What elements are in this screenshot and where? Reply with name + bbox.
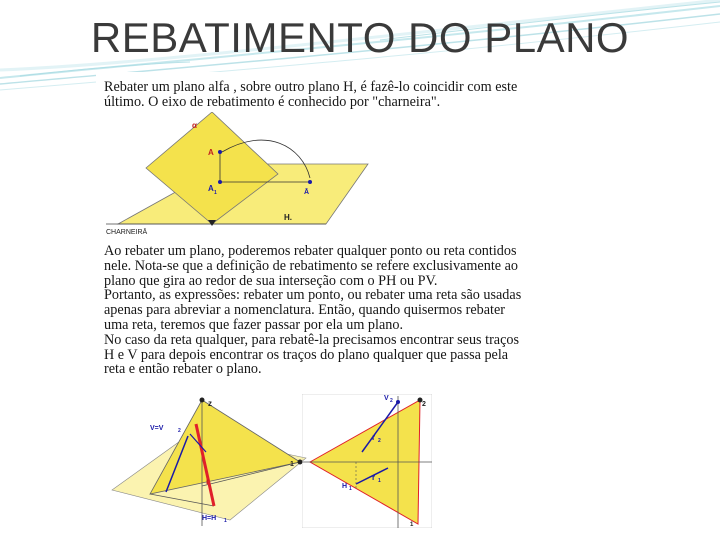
body-line: reta e então rebater o plano. [104,361,262,378]
point-a1-label: A [208,184,214,193]
plane-h-label: H. [284,213,292,222]
point-a-label: A [208,148,214,157]
body-line: Portanto, as expressões: rebater um ponto, ou rebater uma reta são usadas [104,287,522,304]
v2-sub: 2 [390,398,393,404]
rotation-figure [106,112,376,242]
body-line: plano que gira ao redor de sua interseção com o PH ou PV. [104,272,438,289]
body-line: nele. Nota-se que a definição de rebatimento se refere exclusivamente ao [104,257,518,274]
body-line: H e V para depois encontrar os traços do plano qualquer que passa pela [104,346,509,363]
r2-label: r [372,433,376,442]
slide-title: REBATIMENTO DO PLANO [90,14,630,61]
body-line: No caso da reta qualquer, para rebatê-la precisamos encontrar seus traços [104,331,520,348]
body-line: uma reta, teremos que fazer passar por ela um plano. [104,316,403,333]
two-label: 2 [422,401,426,408]
intro-line: Rebater um plano alfa , sobre outro plano H, é fazê-lo coincidir com este [104,79,518,95]
h-trace-sub: 1 [224,518,227,524]
h-trace-label: H=H [202,515,217,522]
body-paragraph [104,244,670,377]
one-label: 1 [290,461,294,468]
z-label: z [208,399,212,408]
r-label: r [206,477,210,486]
charneira-label: CHARNEIRĀ [106,229,148,236]
perspective-figure [110,394,310,528]
h1-label: H [342,483,348,490]
epure-figure [302,394,432,528]
point-a1-sub: 1 [214,190,217,196]
h1-sub: 1 [349,486,352,492]
one-bottom-label: 1 [410,522,414,528]
r2-sub: 2 [378,438,381,444]
v2-label: V [384,395,389,402]
intro-line: último. O eixo de rebatimento é conhecido por "charneira". [104,93,441,110]
body-line: Ao rebater um plano, poderemos rebater qualquer ponto ou reta contidos [104,243,517,259]
v-trace-label: V=V [150,425,164,432]
content-sheet [96,72,680,528]
v-trace-sub: 2 [178,428,181,434]
body-line: apenas para abreviar a nomenclatura. Então, quando quisermos rebater [104,302,506,319]
r1-sub: 1 [378,478,381,484]
point-a-rebatido-label: Ā [304,189,310,196]
alpha-label: α [192,121,197,130]
intro-paragraph [104,80,670,110]
r1-label: r [372,473,376,482]
